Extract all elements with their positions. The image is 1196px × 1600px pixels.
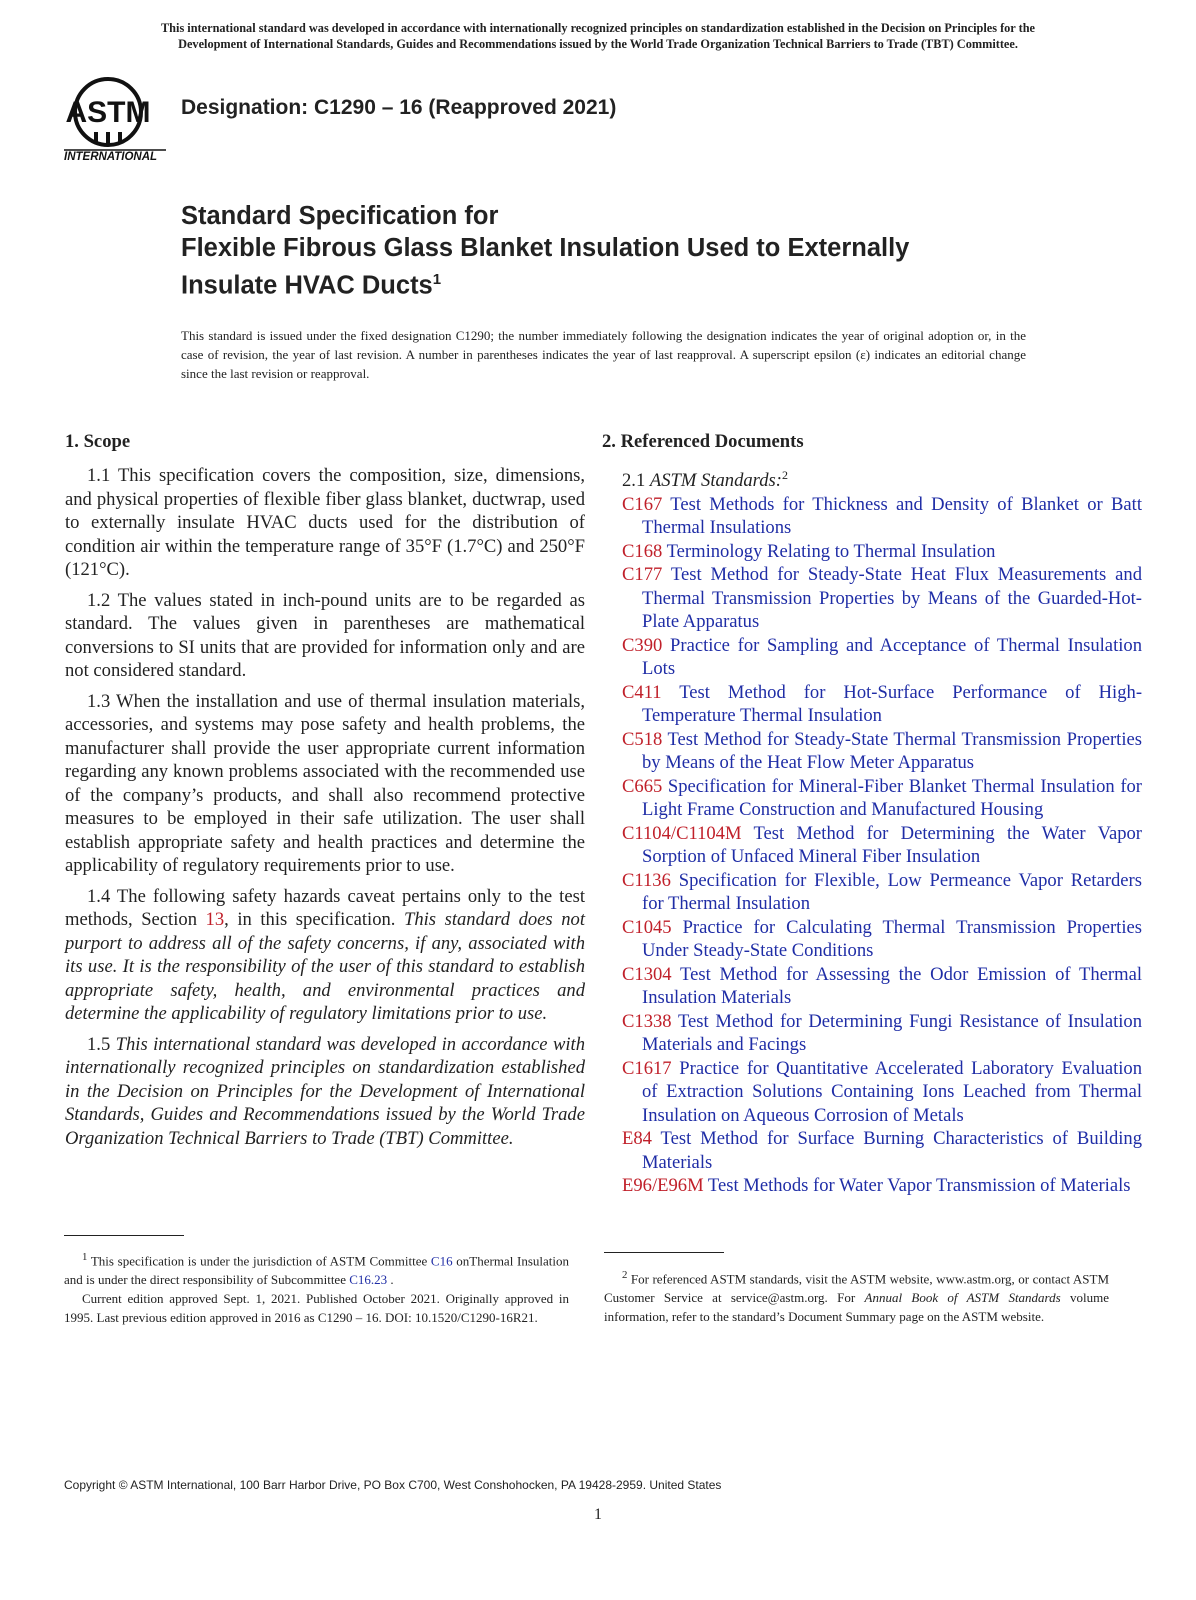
- reference-code-link[interactable]: C1045: [622, 916, 672, 938]
- scope-1-1: 1.1 This specification covers the composition, size, dimensions, and physical properties of flexible fiber glass blanket, ductwrap, used to externally insulate HVAC ducts used for the distribution of condition air within the temperature range of 35°F (1.7°C) and 250°F (121°C).: [65, 465, 585, 580]
- reference-item: [622, 916, 1142, 963]
- scope-heading: 1. Scope: [65, 431, 131, 452]
- reference-title-link[interactable]: Test Method for Steady-State Thermal Transmission Properties by Means of the Heat Flow Meter Apparatus: [642, 728, 1143, 774]
- footnote-rule-left: [64, 1235, 184, 1236]
- reference-title-link[interactable]: Terminology Relating to Thermal Insulation: [666, 540, 996, 562]
- reference-item: [622, 493, 1142, 540]
- reference-code-link[interactable]: C1617: [622, 1057, 672, 1079]
- reference-title-link[interactable]: Specification for Mineral-Fiber Blanket Thermal Insulation for Light Frame Construction and Manufactured Housing: [642, 775, 1142, 821]
- reference-title-link[interactable]: Specification for Flexible, Low Permeance Vapor Retarders for Thermal Insulation: [642, 869, 1142, 915]
- top-notice: [50, 20, 1146, 52]
- reference-item: [622, 1127, 1142, 1174]
- designation: Designation: C1290 – 16 (Reapproved 2021): [181, 96, 617, 119]
- committee-c16-link[interactable]: C16: [430, 1253, 453, 1269]
- footnote-rule-right: [604, 1252, 724, 1253]
- reference-code-link[interactable]: E96/E96M: [622, 1175, 704, 1197]
- title-block: [181, 200, 909, 302]
- reference-code-link[interactable]: E84: [622, 1128, 652, 1150]
- reference-item: [622, 728, 1142, 775]
- title-line1: Standard Specification for: [181, 202, 499, 230]
- subcommittee-c16-23-link[interactable]: C16.23: [349, 1272, 388, 1288]
- title-line2: Flexible Fibrous Glass Blanket Insulation Used to Externally: [181, 234, 910, 262]
- reference-code-link[interactable]: C168: [622, 540, 663, 562]
- astm-logo: [62, 70, 170, 164]
- logo-wordmark: ASTM: [65, 96, 151, 129]
- reference-code-link[interactable]: C1104/C1104M: [622, 822, 742, 844]
- reference-code-link[interactable]: C1304: [622, 963, 672, 985]
- reference-code-link[interactable]: C665: [622, 775, 663, 797]
- reference-item: [622, 1010, 1142, 1057]
- reference-item: [622, 681, 1142, 728]
- reference-title-link[interactable]: Test Method for Determining Fungi Resistance of Insulation Materials and Facings: [642, 1010, 1142, 1056]
- copyright: Copyright © ASTM International, 100 Barr Harbor Drive, PO Box C700, West Conshohocken, PA 19428-2959. United States: [64, 1478, 722, 1492]
- reference-title-link[interactable]: Practice for Quantitative Accelerated Laboratory Evaluation of Extraction Solutions Containing Ions Leached from Thermal Insulation on Aqueous Corrosion of Metals: [642, 1057, 1143, 1126]
- scope-1-4: 1.4 The following safety hazards caveat pertains only to the test methods, Section 13, in this specification. This standard does not purport to address all of the safety concerns, if any, associated with its use. It is the responsibility of the user of this standard to establish appropriate safety, health, and environmental practices and determine the applicability of regulatory limitations prior to use.: [65, 885, 585, 1024]
- top-notice-line1: This international standard was developed in accordance with internationally recognized principles on standardization established in the Decision on Principles for the: [160, 21, 1036, 35]
- scope-1-3: 1.3 When the installation and use of thermal insulation materials, accessories, and systems may pose safety and health problems, the manufacturer shall provide the user appropriate current information regarding any known problems associated with the recommended use of the company’s products, and shall also recommend protective measures to be employed in their safe utilization. The user shall establish appropriate safety and health practices and determine the applicability of regulatory requirements prior to use.: [65, 690, 585, 876]
- reference-item: [622, 822, 1142, 869]
- reference-title-link[interactable]: Test Methods for Thickness and Density of Blanket or Batt Thermal Insulations: [642, 493, 1142, 539]
- reference-title-link[interactable]: Test Method for Surface Burning Characteristics of Building Materials: [642, 1128, 1143, 1173]
- reference-title-link[interactable]: Test Method for Assessing the Odor Emission of Thermal Insulation Materials: [642, 963, 1142, 1009]
- reference-item: [622, 1057, 1142, 1128]
- footnote-2: $^2$ For referenced ASTM standards, visit the ASTM website, www.astm.org, or contact ASTM Customer Service at service@astm.org. For Annual Book of ASTM Standards volume information, refer to the standard’s Document Summary page on the ASTM website.: [604, 1269, 1110, 1325]
- footnote-1: $^1$ This specification is under the jurisdiction of ASTM Committee C16 onThermal Insulation and is under the direct responsibility of Subcommittee C16.23 . Current edition approved Sept. 1, 2021. Published October 2021. Originally approved in 1995. Last previous edition approved in 2016 as C1290 – 16. DOI: 10.1520/C1290-16R21.: [64, 1251, 569, 1326]
- title-footnote-mark: 1: [432, 271, 442, 288]
- reference-title-link[interactable]: Test Method for Steady-State Heat Flux Measurements and Thermal Transmission Properties by Means of the Guarded-Hot-Plate Apparatus: [642, 564, 1143, 633]
- scope-1-5: 1.5 This international standard was developed in accordance with internationally recognized principles on standardization established in the Decision on Principles for the Development of International Standards, Guides and Recommendations issued by the World Trade Organization Technical Barriers to Trade (TBT) Committee.: [65, 1033, 586, 1149]
- reference-item: [622, 634, 1142, 681]
- reference-code-link[interactable]: C1338: [622, 1010, 672, 1032]
- reference-item: [622, 563, 1142, 634]
- reference-code-link[interactable]: C177: [622, 564, 663, 586]
- reference-code-link[interactable]: C1136: [622, 869, 671, 891]
- reference-title-link[interactable]: Practice for Sampling and Acceptance of Thermal Insulation Lots: [642, 634, 1142, 680]
- reference-title-link[interactable]: Test Methods for Water Vapor Transmission of Materials: [707, 1175, 1131, 1197]
- reference-code-link[interactable]: C411: [622, 681, 662, 703]
- reference-code-link[interactable]: C518: [622, 728, 663, 750]
- reference-title-link[interactable]: Practice for Calculating Thermal Transmission Properties Under Steady-State Conditions: [642, 916, 1142, 962]
- reference-item: [622, 869, 1142, 916]
- title-line3: Insulate HVAC Ducts: [181, 271, 433, 300]
- reference-title-link[interactable]: Test Method for Determining the Water Vapor Sorption of Unfaced Mineral Fiber Insulation: [642, 822, 1142, 868]
- logo-sub: INTERNATIONAL: [64, 151, 158, 163]
- footnote-1-edition: Current edition approved Sept. 1, 2021. Published October 2021. Originally approved in 1995. Last previous edition approved in 2016 as C1290 – 16. DOI: 10.1520/C1290-16R21.: [64, 1291, 569, 1326]
- reference-title-link[interactable]: Test Method for Hot-Surface Performance of High-Temperature Thermal Insulation: [642, 681, 1143, 727]
- section-13-link[interactable]: 13: [205, 909, 225, 930]
- page-number: 1: [594, 1506, 602, 1523]
- refs-heading: 2. Referenced Documents: [602, 431, 804, 452]
- reference-list: [622, 493, 1142, 1198]
- refs-subheading: 2.1 ASTM Standards:$^2$: [622, 468, 788, 492]
- reference-code-link[interactable]: C167: [622, 493, 663, 515]
- scope-section: [65, 430, 585, 1157]
- reference-item: [622, 540, 1142, 564]
- issue-statement: This standard is issued under the fixed designation C1290; the number immediately following the designation indicates the year of original adoption or, in the case of revision, the year of last revision. A number in parentheses indicates the year of last reapproval. A superscript epsilon (ε) indicates an editorial change since the last revision or reapproval.: [181, 328, 1026, 381]
- reference-code-link[interactable]: C390: [622, 634, 663, 656]
- reference-item: [622, 1174, 1142, 1198]
- reference-item: [622, 775, 1142, 822]
- reference-item: [622, 963, 1142, 1010]
- top-notice-line2: Development of International Standards, Guides and Recommendations issued by the World Trade Organization Technical Barriers to Trade (TBT) Committee.: [178, 37, 1018, 51]
- scope-1-2: 1.2 The values stated in inch-pound units are to be regarded as standard. The values given in parentheses are mathematical conversions to SI units that are provided for information only and are not considered standard.: [65, 589, 585, 681]
- referenced-documents-section: [602, 430, 1143, 1198]
